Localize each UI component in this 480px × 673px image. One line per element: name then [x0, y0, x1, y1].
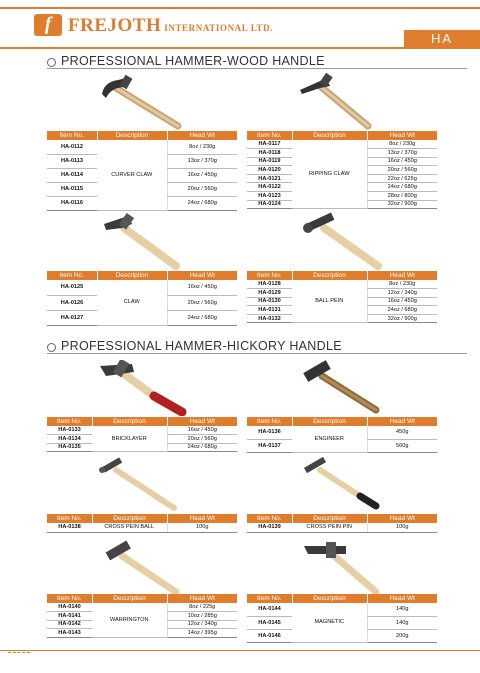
item-number: HA-0131: [247, 306, 292, 315]
col-header-head-weight: Head Wt: [367, 594, 437, 603]
col-header-item: Item No.: [247, 271, 292, 280]
col-header-item: Item No.: [47, 271, 97, 280]
item-number: HA-0129: [247, 289, 292, 298]
col-header-head-weight: Head Wt: [367, 417, 437, 426]
section-title-hickory: [47, 341, 467, 355]
catalog-section-tag: HA: [404, 30, 480, 47]
head-weight: 22oz / 625g: [367, 174, 437, 183]
head-weight: 20oz / 560g: [167, 295, 237, 310]
item-number: HA-0128: [247, 280, 292, 289]
col-header-description: Description: [292, 271, 367, 280]
item-number: HA-0137: [247, 439, 292, 452]
table-engineer: [247, 417, 437, 453]
item-number: HA-0114: [47, 168, 97, 182]
head-weight: 12oz / 340g: [367, 289, 437, 298]
col-header-item: Item No.: [247, 417, 292, 426]
description-cell: CROSS PEIN PIN: [292, 523, 367, 532]
head-weight: 24oz / 680g: [367, 183, 437, 192]
col-header-item: Item No.: [247, 594, 292, 603]
warrington-hammer-image: [100, 540, 182, 596]
company-name: [68, 15, 273, 37]
head-weight: 13oz / 370g: [167, 154, 237, 168]
description-cell: BALL PEIN: [292, 280, 367, 323]
description-cell: ENGINEER: [292, 426, 367, 452]
head-weight: 16oz / 450g: [167, 280, 237, 295]
table-warrington: [47, 594, 237, 638]
head-weight: 450g: [367, 426, 437, 439]
table-curver-claw: [47, 131, 237, 211]
col-header-description: Description: [292, 514, 367, 523]
section-title-text: PROFESSIONAL HAMMER-HICKORY HANDLE: [61, 339, 342, 353]
item-number: HA-0135: [47, 443, 92, 452]
section-rule: [47, 68, 467, 69]
page-header: [0, 0, 480, 50]
item-number: HA-0127: [47, 310, 97, 325]
head-weight: 32oz / 900g: [367, 200, 437, 209]
col-header-head-weight: Head Wt: [167, 131, 237, 140]
col-header-item: Item No.: [47, 131, 97, 140]
company-name-main: FREJOTH: [68, 15, 162, 36]
item-number: HA-0145: [247, 616, 292, 629]
col-header-description: Description: [92, 514, 167, 523]
item-number: HA-0121: [247, 174, 292, 183]
head-weight: 16oz / 450g: [367, 157, 437, 166]
description-cell: BRICKLAYER: [92, 426, 167, 452]
head-weight: 8oz / 230g: [367, 140, 437, 149]
head-weight: 20oz / 560g: [167, 435, 237, 444]
col-header-item: Item No.: [247, 131, 292, 140]
item-number: HA-0118: [247, 149, 292, 158]
section-title-text: PROFESSIONAL HAMMER-WOOD HANDLE: [61, 54, 325, 68]
col-header-head-weight: Head Wt: [367, 514, 437, 523]
item-number: HA-0123: [247, 192, 292, 201]
description-cell: MAGNETIC: [292, 603, 367, 642]
item-number: HA-0119: [247, 157, 292, 166]
col-header-item: Item No.: [247, 514, 292, 523]
table-ball-pein: [247, 271, 437, 323]
head-weight: 24oz / 680g: [167, 310, 237, 325]
item-number: HA-0144: [247, 603, 292, 616]
item-number: HA-0136: [247, 426, 292, 439]
head-weight: 140g: [367, 603, 437, 616]
head-weight: 560g: [367, 439, 437, 452]
table-bricklayer: [47, 417, 237, 452]
footer-rule: [0, 650, 480, 651]
item-number: HA-0146: [247, 629, 292, 642]
col-header-description: Description: [92, 594, 167, 603]
item-number: HA-0143: [47, 629, 92, 638]
curver-claw-hammer-image: [96, 74, 186, 130]
col-header-head-weight: Head Wt: [167, 594, 237, 603]
item-number: HA-0139: [247, 523, 292, 532]
col-header-description: Description: [97, 131, 167, 140]
header-top-rule: [0, 7, 480, 9]
item-number: HA-0116: [47, 196, 97, 210]
item-number: HA-0122: [247, 183, 292, 192]
description-cell: CURVER CLAW: [97, 140, 167, 210]
cross-pein-ball-hammer-image: [96, 456, 180, 512]
section-rule: [47, 353, 467, 354]
col-header-description: Description: [292, 417, 367, 426]
item-number: HA-0112: [47, 140, 97, 154]
head-weight: 200g: [367, 629, 437, 642]
engineer-hammer-image: [300, 360, 384, 414]
item-number: HA-0124: [247, 200, 292, 209]
cross-pein-pin-hammer-image: [298, 456, 382, 512]
ball-pein-hammer-image: [300, 212, 384, 270]
col-header-item: Item No.: [47, 417, 92, 426]
description-cell: CLAW: [97, 280, 167, 325]
ripping-claw-hammer-image: [296, 72, 376, 130]
item-number: HA-0125: [47, 280, 97, 295]
head-weight: 14oz / 395g: [167, 629, 237, 638]
company-name-sub: INTERNATIONAL LTD.: [164, 23, 274, 33]
table-cross-pein-pin: [247, 514, 437, 533]
head-weight: 20oz / 560g: [367, 166, 437, 175]
item-number: HA-0134: [47, 435, 92, 444]
item-number: HA-0140: [47, 603, 92, 612]
head-weight: 10oz / 285g: [167, 612, 237, 621]
table-cross-pein-ball: [47, 514, 237, 533]
head-weight: 28oz / 800g: [367, 192, 437, 201]
head-weight: 100g: [167, 523, 237, 532]
item-number: HA-0141: [47, 612, 92, 621]
col-header-description: Description: [92, 417, 167, 426]
description-cell: CROSS PEIN BALL: [92, 523, 167, 532]
description-cell: RIPPING CLAW: [292, 140, 367, 209]
item-number: HA-0138: [47, 523, 92, 532]
head-weight: 16oz / 450g: [367, 297, 437, 306]
item-number: HA-0120: [247, 166, 292, 175]
header-bottom-rule: [0, 47, 480, 49]
company-logo: f: [34, 14, 62, 36]
table-magnetic: [247, 594, 437, 643]
item-number: HA-0117: [247, 140, 292, 149]
head-weight: 8oz / 225g: [167, 603, 237, 612]
head-weight: 16oz / 450g: [167, 426, 237, 435]
item-number: HA-0113: [47, 154, 97, 168]
head-weight: 16oz / 450g: [167, 168, 237, 182]
head-weight: 32oz / 900g: [367, 314, 437, 323]
head-weight: 8oz / 230g: [367, 280, 437, 289]
table-ripping-claw: [247, 131, 437, 209]
head-weight: 24oz / 680g: [367, 306, 437, 315]
col-header-item: Item No.: [47, 594, 92, 603]
col-header-description: Description: [292, 131, 367, 140]
item-number: HA-0142: [47, 620, 92, 629]
description-cell: WARRINGTON: [92, 603, 167, 637]
col-header-description: Description: [292, 594, 367, 603]
item-number: HA-0126: [47, 295, 97, 310]
bullet-ring-icon: [47, 343, 56, 352]
head-weight: 140g: [367, 616, 437, 629]
col-header-head-weight: Head Wt: [167, 271, 237, 280]
magnetic-hammer-image: [300, 540, 384, 596]
item-number: HA-0133: [47, 426, 92, 435]
head-weight: 12oz / 340g: [167, 620, 237, 629]
col-header-head-weight: Head Wt: [367, 271, 437, 280]
bricklayer-hammer-image: [96, 360, 188, 416]
col-header-head-weight: Head Wt: [367, 131, 437, 140]
item-number: HA-0130: [247, 297, 292, 306]
footer-corner-mark: [8, 652, 30, 655]
col-header-description: Description: [97, 271, 167, 280]
col-header-item: Item No.: [47, 514, 92, 523]
col-header-head-weight: Head Wt: [167, 417, 237, 426]
head-weight: 8oz / 230g: [167, 140, 237, 154]
head-weight: 20oz / 560g: [167, 182, 237, 196]
section-title-wood: [47, 56, 467, 70]
item-number: HA-0115: [47, 182, 97, 196]
head-weight: 24oz / 680g: [167, 443, 237, 452]
item-number: HA-0132: [247, 314, 292, 323]
table-claw: [47, 271, 237, 326]
bullet-ring-icon: [47, 58, 56, 67]
head-weight: 13oz / 370g: [367, 149, 437, 158]
head-weight: 24oz / 680g: [167, 196, 237, 210]
claw-hammer-image: [98, 212, 182, 270]
head-weight: 100g: [367, 523, 437, 532]
col-header-head-weight: Head Wt: [167, 514, 237, 523]
